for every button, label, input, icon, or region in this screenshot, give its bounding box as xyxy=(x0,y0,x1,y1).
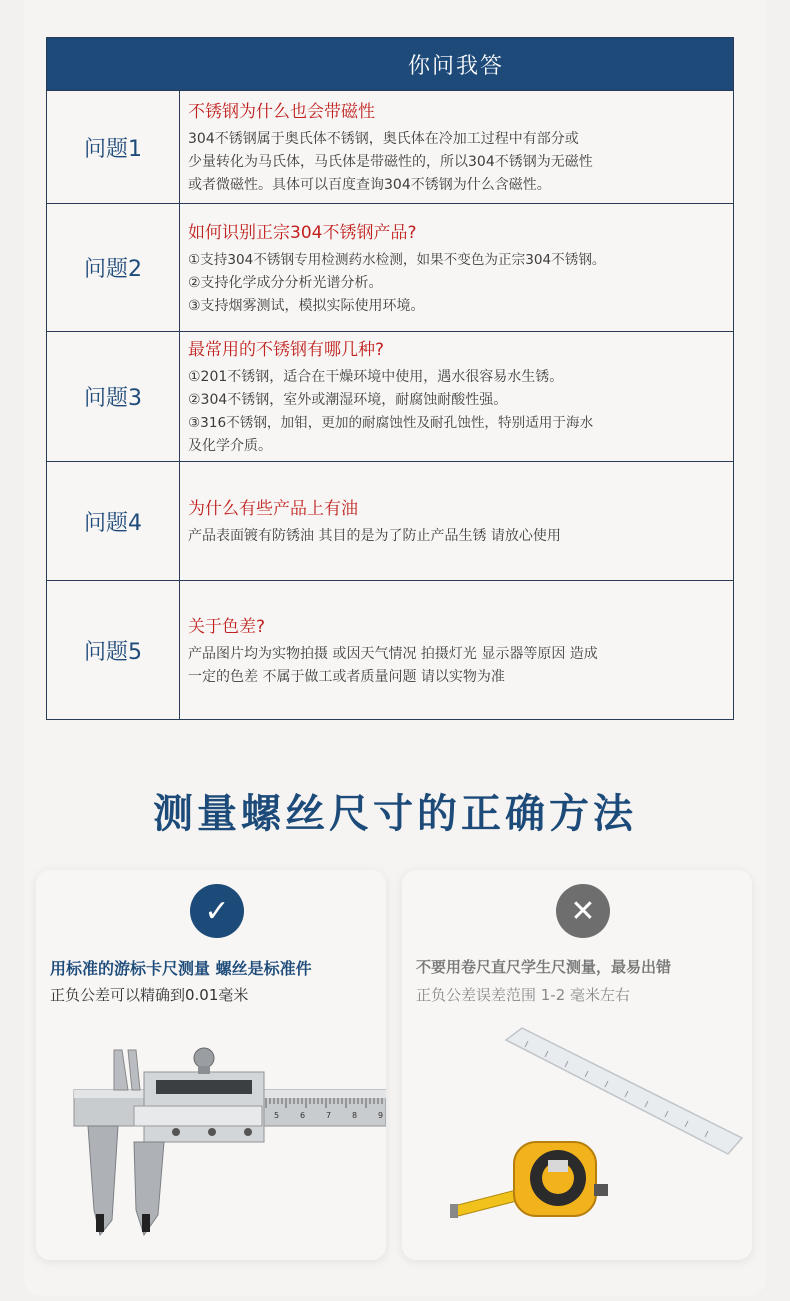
answer-line: ③支持烟雾测试，模拟实际使用环境。 xyxy=(188,297,425,314)
correct-method-title: 用标准的游标卡尺测量 螺丝是标准件 xyxy=(50,959,312,978)
question-heading: 不锈钢为什么也会带磁性 xyxy=(188,102,375,122)
faq-row xyxy=(47,90,733,203)
question-label: 问题3 xyxy=(47,332,180,461)
answer-line: ②304不锈钢，室外或潮湿环境，耐腐蚀耐酸性强。 xyxy=(188,392,508,408)
question-label: 问题1 xyxy=(47,91,180,203)
faq-row xyxy=(47,461,733,580)
question-heading: 如何识别正宗304不锈钢产品? xyxy=(188,222,417,243)
faq-row xyxy=(47,331,733,461)
ruler-and-tape-illustration xyxy=(402,1010,752,1260)
scale-number: 7 xyxy=(326,1111,332,1120)
answer-cell xyxy=(180,332,733,461)
answer-line: 少量转化为马氏体，马氏体是带磁性的，所以304不锈钢为无磁性 xyxy=(188,154,593,170)
correct-method-card xyxy=(36,870,386,1260)
question-heading: 最常用的不锈钢有哪几种? xyxy=(188,340,385,360)
section-title: 测量螺丝尺寸的正确方法 xyxy=(153,791,637,837)
question-heading: 为什么有些产品上有油 xyxy=(188,499,358,519)
faq-title: 你问我答 xyxy=(407,53,504,79)
incorrect-method-title: 不要用卷尺直尺学生尺测量，最易出错 xyxy=(416,958,672,976)
check-icon: ✓ xyxy=(190,884,244,938)
answer-line: ③316不锈钢，加钼，更加的耐腐蚀性及耐孔蚀性，特别适用于海水 xyxy=(188,415,594,431)
scale-number: 8 xyxy=(352,1111,358,1120)
question-label: 问题5 xyxy=(47,581,180,719)
answer-line: 及化学介质。 xyxy=(188,438,272,454)
scale-number: 5 xyxy=(274,1111,280,1120)
incorrect-method-subtitle: 正负公差误差范围 1-2 毫米左右 xyxy=(416,986,631,1004)
faq-row xyxy=(47,203,733,331)
answer-cell xyxy=(180,204,733,331)
answer-line: 或者微磁性。具体可以百度查询304不锈钢为什么含磁性。 xyxy=(188,177,551,193)
answer-cell xyxy=(180,91,733,203)
answer-line: 304不锈钢属于奥氏体不锈钢，奥氏体在冷加工过程中有部分或 xyxy=(188,131,579,147)
cross-icon: ✕ xyxy=(556,884,610,938)
answer-line: ①支持304不锈钢专用检测药水检测，如果不变色为正宗304不锈钢。 xyxy=(188,251,606,268)
faq-table xyxy=(46,37,734,720)
answer-line: 产品图片均为实物拍摄 或因天气情况 拍摄灯光 显示器等原因 造成 xyxy=(188,645,598,662)
answer-line: ②支持化学成分分析光谱分析。 xyxy=(188,274,383,291)
incorrect-method-card xyxy=(402,870,752,1260)
scale-number: 6 xyxy=(300,1111,306,1120)
answer-cell xyxy=(180,462,733,580)
answer-line: 一定的色差 不属于做工或者质量问题 请以实物为准 xyxy=(188,668,505,685)
faq-header-left xyxy=(47,38,179,90)
faq-row xyxy=(47,580,733,719)
correct-method-subtitle: 正负公差可以精确到0.01毫米 xyxy=(50,986,249,1004)
scale-number: 9 xyxy=(378,1111,384,1120)
vernier-caliper-illustration xyxy=(36,1010,386,1260)
answer-cell xyxy=(180,581,733,719)
answer-line: 产品表面镀有防锈油 其目的是为了防止产品生锈 请放心使用 xyxy=(188,528,561,544)
faq-header xyxy=(47,38,733,90)
question-label: 问题4 xyxy=(47,462,180,580)
question-label: 问题2 xyxy=(47,204,180,331)
answer-line: ①201不锈钢，适合在干燥环境中使用，遇水很容易水生锈。 xyxy=(188,369,564,385)
question-heading: 关于色差? xyxy=(188,616,266,637)
